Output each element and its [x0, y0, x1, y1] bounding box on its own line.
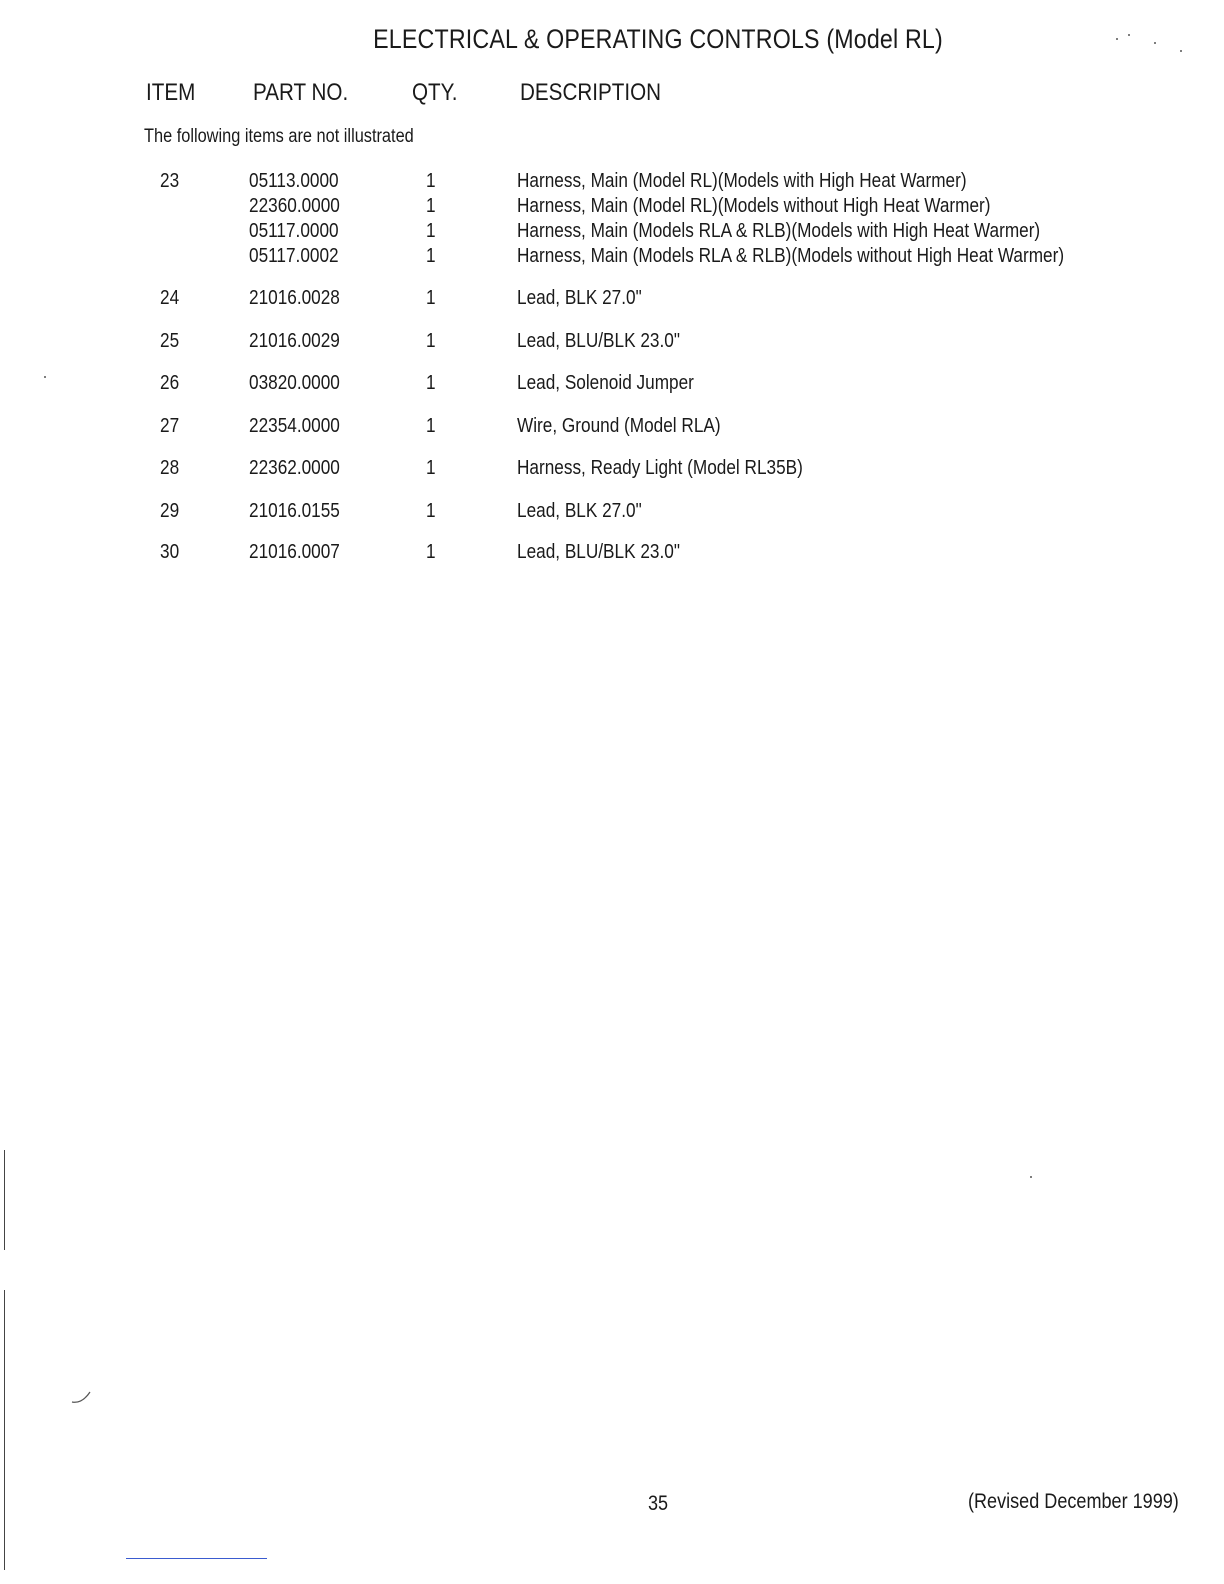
item-number: 24 [160, 287, 180, 309]
scan-speck [1180, 50, 1182, 52]
table-row [0, 372, 1224, 397]
part-number: 22362.0000 [249, 457, 340, 479]
table-row [0, 170, 1224, 195]
description: Harness, Ready Light (Model RL35B) [517, 457, 803, 479]
description: Harness, Main (Models RLA & RLB)(Models with High Heat Warmer) [517, 220, 1041, 242]
item-number: 28 [160, 457, 180, 479]
column-header-part-no: PART NO. [253, 79, 349, 106]
column-header-qty: QTY. [412, 79, 458, 106]
scan-margin-line [4, 1290, 5, 1570]
quantity: 1 [426, 287, 436, 309]
item-number: 23 [160, 170, 180, 192]
table-row [0, 500, 1224, 525]
description: Lead, BLU/BLK 23.0" [517, 541, 680, 563]
part-number: 21016.0007 [249, 541, 340, 563]
quantity: 1 [426, 220, 436, 242]
bottom-rule [126, 1558, 267, 1559]
table-row [0, 195, 1224, 220]
part-number: 05113.0000 [249, 170, 339, 192]
part-number: 21016.0155 [249, 500, 340, 522]
not-illustrated-note: The following items are not illustrated [144, 126, 414, 147]
table-row [0, 541, 1224, 566]
scan-speck [1128, 34, 1130, 36]
scan-speck [44, 376, 46, 378]
item-number: 29 [160, 500, 180, 522]
part-number: 05117.0002 [249, 245, 339, 267]
item-number: 30 [160, 541, 180, 563]
quantity: 1 [426, 500, 436, 522]
item-number: 27 [160, 415, 180, 437]
table-row [0, 415, 1224, 440]
quantity: 1 [426, 245, 436, 267]
description: Wire, Ground (Model RLA) [517, 415, 721, 437]
part-number: 22354.0000 [249, 415, 340, 437]
item-number: 25 [160, 330, 180, 352]
description: Lead, BLK 27.0" [517, 500, 642, 522]
column-header-item: ITEM [146, 79, 196, 106]
description: Harness, Main (Model RL)(Models with High Heat Warmer) [517, 170, 967, 192]
quantity: 1 [426, 457, 436, 479]
table-row [0, 330, 1224, 355]
quantity: 1 [426, 170, 436, 192]
description: Harness, Main (Models RLA & RLB)(Models without High Heat Warmer) [517, 245, 1065, 267]
quantity: 1 [426, 415, 436, 437]
quantity: 1 [426, 195, 436, 217]
scan-speck [1030, 1176, 1032, 1178]
scan-speck [1116, 38, 1118, 40]
scan-mark [70, 1390, 94, 1406]
description: Harness, Main (Model RL)(Models without High Heat Warmer) [517, 195, 991, 217]
part-number: 03820.0000 [249, 372, 340, 394]
description: Lead, Solenoid Jumper [517, 372, 694, 394]
item-number: 26 [160, 372, 180, 394]
table-row [0, 245, 1224, 270]
table-row [0, 457, 1224, 482]
part-number: 05117.0000 [249, 220, 339, 242]
description: Lead, BLU/BLK 23.0" [517, 330, 680, 352]
page-title: ELECTRICAL & OPERATING CONTROLS (Model RL) [373, 24, 943, 54]
quantity: 1 [426, 372, 436, 394]
part-number: 21016.0028 [249, 287, 340, 309]
scan-margin-line [4, 1150, 5, 1250]
table-row [0, 220, 1224, 245]
quantity: 1 [426, 330, 436, 352]
scan-speck [1154, 42, 1156, 44]
description: Lead, BLK 27.0" [517, 287, 642, 309]
revision-note: (Revised December 1999) [968, 1490, 1179, 1513]
part-number: 22360.0000 [249, 195, 340, 217]
part-number: 21016.0029 [249, 330, 340, 352]
column-header-description: DESCRIPTION [520, 79, 662, 106]
page-number: 35 [648, 1492, 669, 1515]
table-row [0, 287, 1224, 312]
quantity: 1 [426, 541, 436, 563]
